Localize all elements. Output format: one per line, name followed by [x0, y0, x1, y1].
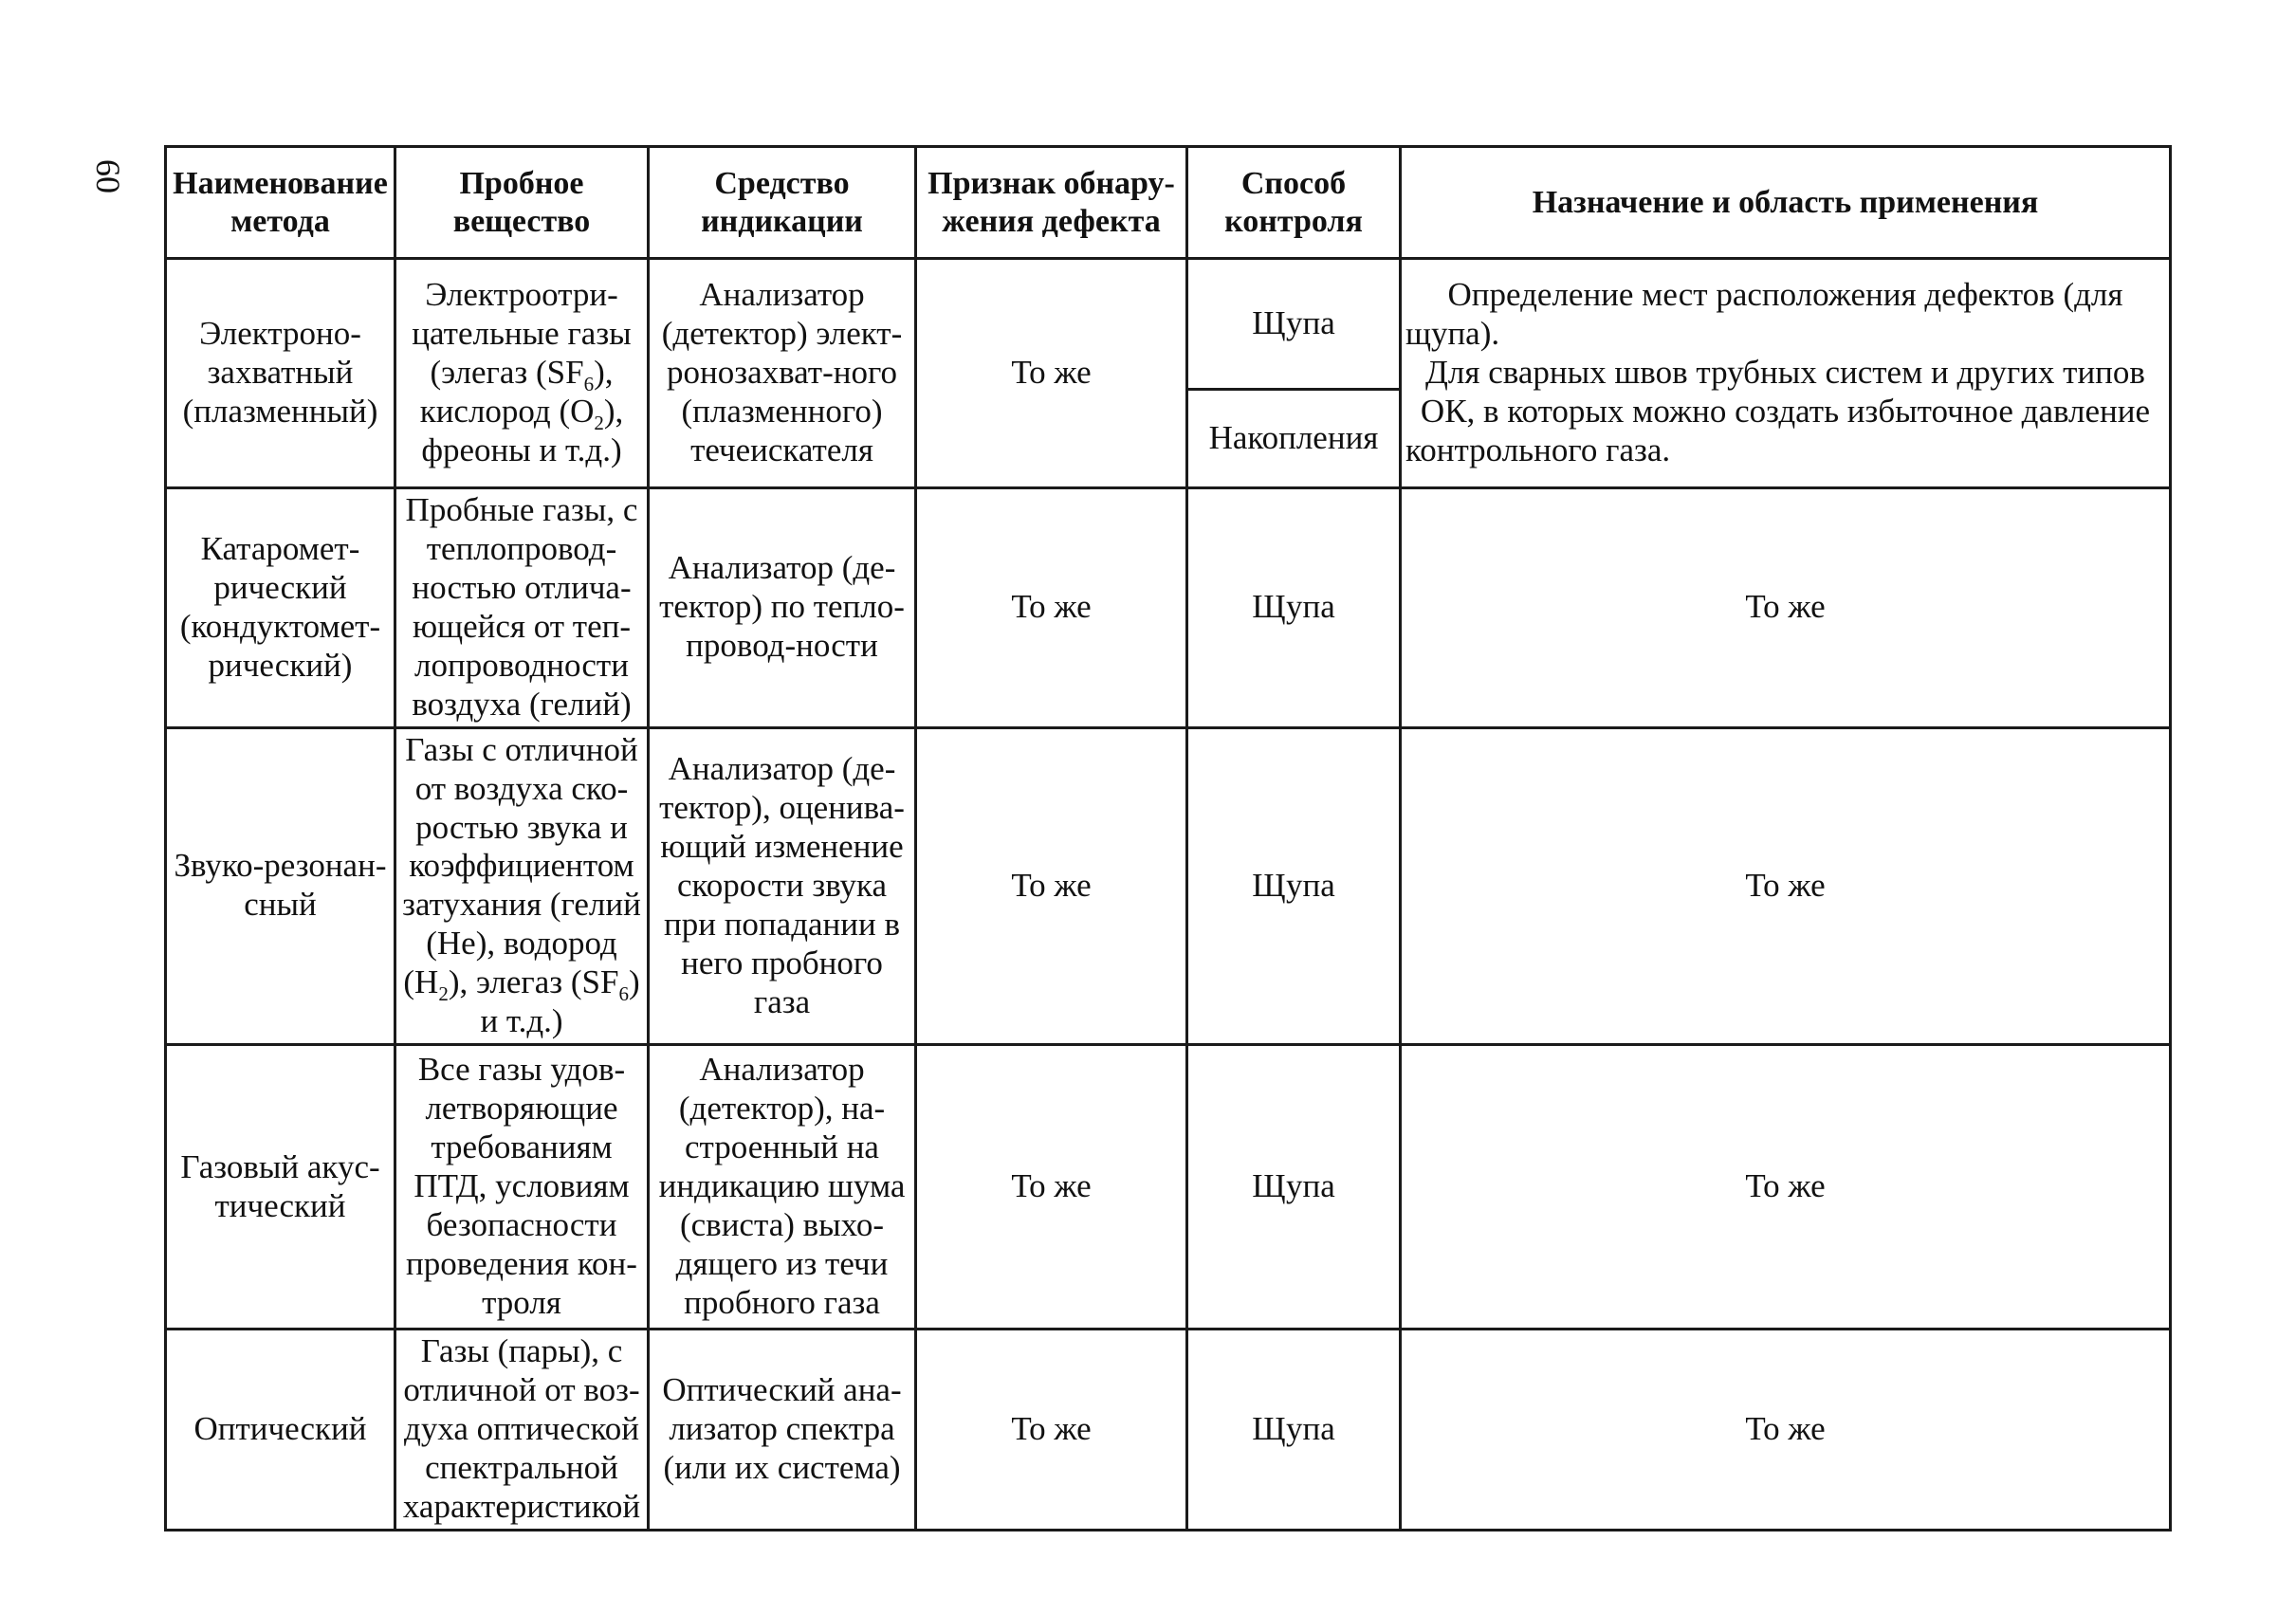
method-cell: Звуко-резонан-сный	[166, 727, 395, 1045]
purpose-cell	[1401, 259, 2171, 488]
sign-cell: То же	[916, 1045, 1187, 1330]
substance-cell: Все газы удов-летворяющие требованиям ПТД, условиям безопасности проведения кон-троля	[395, 1045, 649, 1330]
indicator-cell: Анализатор (детектор), на-строенный на индикацию шума (свиста) выхо-дящего из течи пробного газа	[649, 1045, 916, 1330]
table-row	[166, 1330, 2171, 1531]
indicator-cell: Анализатор (де-тектор) по тепло-провод-ности	[649, 488, 916, 728]
page-number: 60	[89, 159, 127, 193]
control-cell: Щупа	[1187, 488, 1401, 728]
purpose-cell: То же	[1401, 1045, 2171, 1330]
table-row	[166, 259, 2171, 390]
control-cell-accumulation: Накопления	[1187, 390, 1401, 488]
control-cell: Щупа	[1187, 727, 1401, 1045]
indicator-cell: Анализатор (де-тектор), оценива-ющий изменение скорости звука при попадании в него пробного газа	[649, 727, 916, 1045]
sign-cell: То же	[916, 488, 1187, 728]
control-cell: Щупа	[1187, 1330, 1401, 1531]
methods-table	[164, 145, 2172, 1531]
method-cell: Оптический	[166, 1330, 395, 1531]
purpose-line-2: Для сварных швов трубных систем и других типов ОК, в которых можно создать избыточное давление контрольного газа.	[1405, 354, 2151, 468]
purpose-cell: То же	[1401, 1330, 2171, 1531]
control-cell: Щупа	[1187, 1045, 1401, 1330]
method-cell: Электроно-захватный (плазменный)	[166, 259, 395, 488]
sign-cell: То же	[916, 727, 1187, 1045]
table-header-row	[166, 147, 2171, 259]
method-cell: Газовый акус-тический	[166, 1045, 395, 1330]
table-row	[166, 727, 2171, 1045]
purpose-line-1: Определение мест расположения дефектов (для щупа).	[1405, 276, 2123, 353]
header-substance: Пробное вещество	[395, 147, 649, 259]
table-row	[166, 1045, 2171, 1330]
sign-cell: То же	[916, 1330, 1187, 1531]
method-cell: Катаромет-рический (кондуктомет-рический)	[166, 488, 395, 728]
substance-cell: Электроотри-цательные газы (элегаз $(SF_6)$, кислород $(O_2)$, фреоны и т.д.)	[395, 259, 649, 488]
purpose-cell: То же	[1401, 488, 2171, 728]
indicator-cell: Анализатор (детектор) элект-ронозахват-ного (плазменного) течеискателя	[649, 259, 916, 488]
header-sign: Признак обнару-жения дефекта	[916, 147, 1187, 259]
sign-cell: То же	[916, 259, 1187, 488]
header-control: Способ контроля	[1187, 147, 1401, 259]
header-purpose: Назначение и область применения	[1401, 147, 2171, 259]
substance-cell: Газы (пары), с отличной от воз-духа оптической спектральной характеристикой	[395, 1330, 649, 1531]
header-method: Наименование метода	[166, 147, 395, 259]
indicator-cell: Оптический ана-лизатор спектра (или их система)	[649, 1330, 916, 1531]
header-indicator: Средство индикации	[649, 147, 916, 259]
purpose-cell: То же	[1401, 727, 2171, 1045]
substance-cell: Пробные газы, с теплопровод-ностью отлича-ющейся от теп-лопроводности воздуха (гелий)	[395, 488, 649, 728]
control-cell-probe: Щупа	[1187, 259, 1401, 390]
table-row	[166, 488, 2171, 728]
substance-cell: Газы с отличной от воздуха ско-ростью звука и коэффициентом затухания (гелий (He), водород $(H_2)$, элегаз $(SF_6)$ и т.д.)	[395, 727, 649, 1045]
